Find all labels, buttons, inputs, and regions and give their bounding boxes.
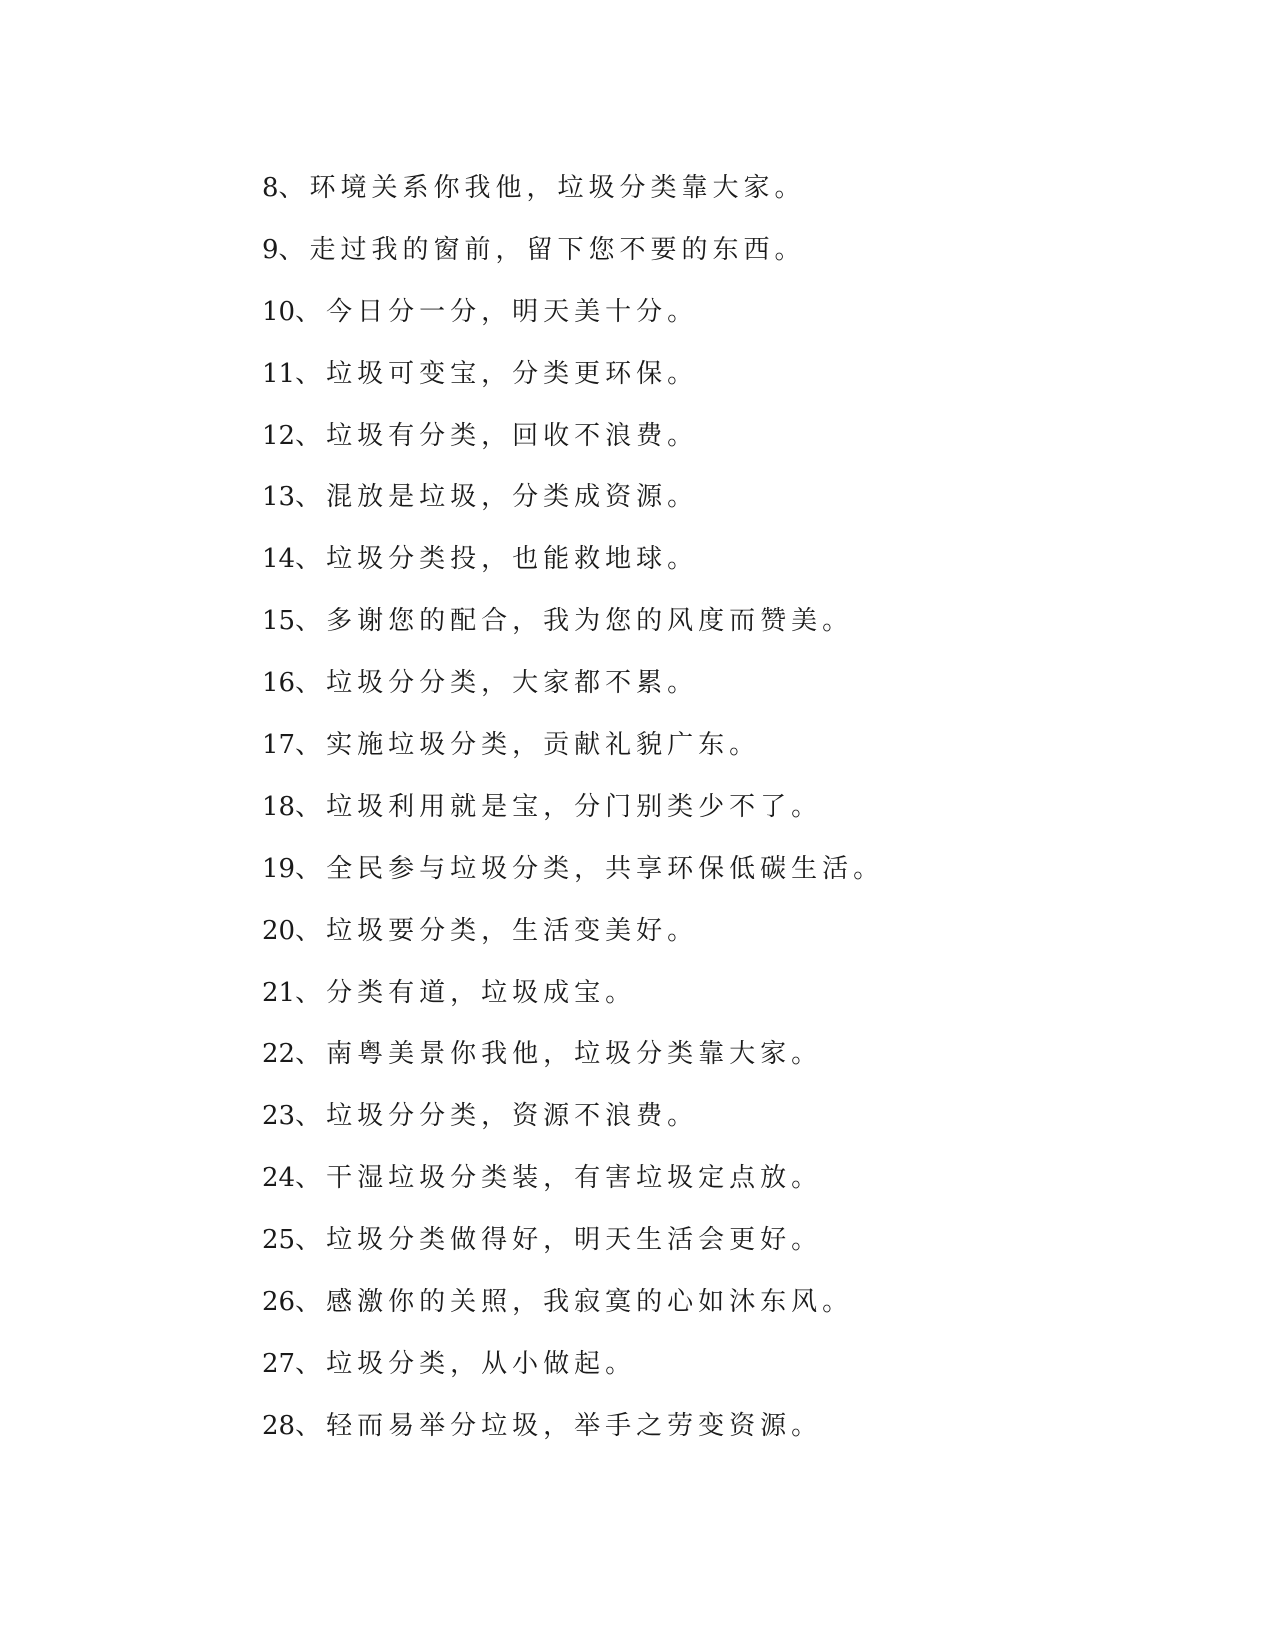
item-text: 、全民参与垃圾分类，共享环保低碳生活。 xyxy=(295,853,885,884)
item-text: 、多谢您的配合，我为您的风度而赞美。 xyxy=(295,606,854,637)
item-text: 、垃圾利用就是宝，分门别类少不了。 xyxy=(295,791,823,822)
item-number: 21 xyxy=(262,977,296,1008)
item-text: 、今日分一分，明天美十分。 xyxy=(295,296,699,327)
item-text: 、混放是垃圾，分类成资源。 xyxy=(295,482,699,513)
item-text: 、垃圾有分类，回收不浪费。 xyxy=(295,420,699,451)
item-number: 8 xyxy=(262,173,279,203)
item-text: 、环境关系你我他，垃圾分类靠大家。 xyxy=(278,173,806,203)
item-number: 25 xyxy=(262,1225,296,1256)
list-item xyxy=(262,477,884,539)
item-text: 、走过我的窗前，留下您不要的东西。 xyxy=(278,234,806,265)
list-item xyxy=(262,601,884,663)
list-item xyxy=(262,1282,884,1344)
item-text: 、垃圾分分类，大家都不累。 xyxy=(295,668,699,699)
item-text: 、垃圾可变宝，分类更环保。 xyxy=(295,358,699,389)
list-item xyxy=(262,1096,884,1158)
item-number: 9 xyxy=(262,234,279,265)
item-number: 16 xyxy=(262,668,296,699)
item-text: 、感激你的关照，我寂寞的心如沐东风。 xyxy=(295,1287,854,1318)
item-number: 20 xyxy=(262,915,296,946)
item-text: 、南粤美景你我他，垃圾分类靠大家。 xyxy=(295,1039,823,1070)
item-text: 、垃圾分类，从小做起。 xyxy=(295,1348,637,1379)
list-item xyxy=(262,663,884,725)
item-number: 19 xyxy=(262,853,296,884)
item-number: 24 xyxy=(262,1163,296,1194)
item-number: 12 xyxy=(262,420,296,451)
list-item xyxy=(262,911,884,973)
item-text: 、分类有道，垃圾成宝。 xyxy=(295,977,637,1008)
item-number: 18 xyxy=(262,791,296,822)
list-item xyxy=(262,1158,884,1220)
item-number: 22 xyxy=(262,1039,296,1070)
list-item xyxy=(262,230,884,292)
list-item xyxy=(262,1344,884,1406)
item-text: 、干湿垃圾分类装，有害垃圾定点放。 xyxy=(295,1163,823,1194)
list-item xyxy=(262,168,884,230)
item-text: 、轻而易举分垃圾，举手之劳变资源。 xyxy=(295,1410,823,1441)
list-item xyxy=(262,354,884,416)
item-number: 13 xyxy=(262,482,296,513)
item-number: 10 xyxy=(262,296,296,327)
item-number: 26 xyxy=(262,1287,296,1318)
list-item xyxy=(262,787,884,849)
item-text: 、实施垃圾分类，贡献礼貌广东。 xyxy=(295,730,761,761)
list-item xyxy=(262,973,884,1035)
slogan-list xyxy=(262,168,884,1468)
list-item xyxy=(262,539,884,601)
list-item xyxy=(262,1406,884,1468)
item-number: 15 xyxy=(262,606,296,637)
list-item xyxy=(262,292,884,354)
item-number: 14 xyxy=(262,544,296,575)
item-number: 11 xyxy=(262,358,296,389)
list-item xyxy=(262,1220,884,1282)
list-item xyxy=(262,725,884,787)
item-number: 17 xyxy=(262,730,296,761)
item-text: 、垃圾要分类，生活变美好。 xyxy=(295,915,699,946)
item-text: 、垃圾分类做得好，明天生活会更好。 xyxy=(295,1225,823,1256)
list-item xyxy=(262,416,884,478)
list-item xyxy=(262,1034,884,1096)
list-item xyxy=(262,849,884,911)
item-number: 27 xyxy=(262,1348,296,1379)
item-text: 、垃圾分分类，资源不浪费。 xyxy=(295,1101,699,1132)
item-number: 23 xyxy=(262,1101,296,1132)
item-number: 28 xyxy=(262,1410,296,1441)
item-text: 、垃圾分类投，也能救地球。 xyxy=(295,544,699,575)
